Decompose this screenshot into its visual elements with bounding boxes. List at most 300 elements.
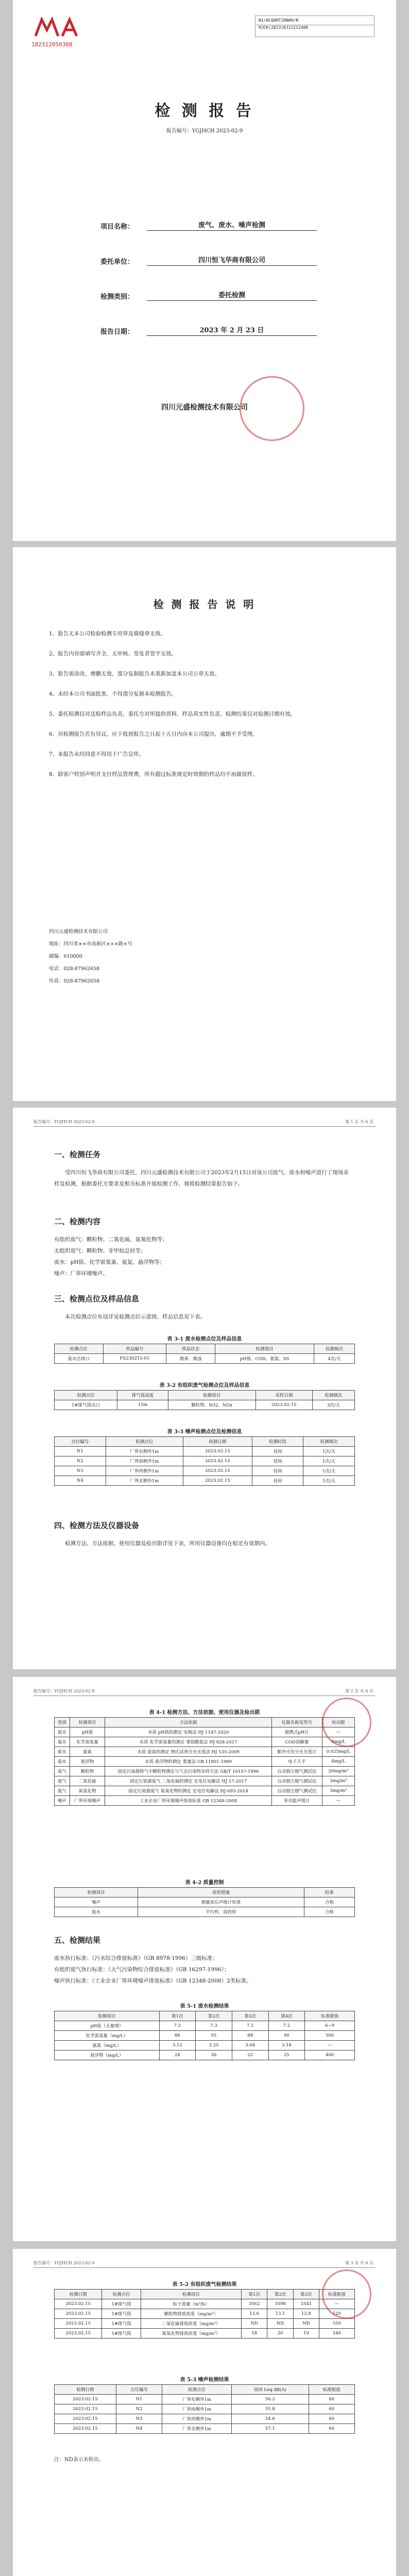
list-item: 废水执行标准：《污水综合排放标准》（GB 8978-1996）三级标准； — [54, 1955, 218, 1961]
column-header: 排气筒高度 — [117, 1391, 168, 1400]
cma-logo-icon — [31, 15, 88, 40]
table-row — [55, 2424, 355, 2434]
table-caption: 表 3-2 有组织废气检测点位及样品信息 — [159, 1383, 250, 1388]
table-cell: N3 — [116, 2414, 162, 2424]
table-row — [55, 2031, 355, 2041]
section-heading: 三、检测点位及样品信息 — [54, 1294, 140, 1303]
column-header: 质控措施 — [138, 1888, 304, 1897]
table-cell: 1次/天 — [303, 1447, 355, 1456]
table-cell: N4 — [116, 2424, 162, 2434]
table-cell: 废气 — [55, 1786, 70, 1796]
column-header: 第2次 — [196, 2011, 232, 2021]
table-cell: 颗粒物排放浓度（mg/m³） — [141, 2309, 241, 2319]
table-cell: 昼间 — [252, 1456, 303, 1466]
table-cell: N3 — [55, 1466, 106, 1476]
table-cell: — — [319, 2299, 355, 2309]
table-cell: 固定污染源废气 氮氧化物的测定 定电位电解法 HJ 693-2014 — [105, 1786, 272, 1796]
section-list — [54, 1953, 353, 1987]
table-cell: 55.8 — [232, 2404, 309, 2414]
noise-result-table — [54, 2384, 355, 2434]
column-header: 检测点位 — [102, 2290, 141, 2299]
column-header: 检测日期 — [183, 1437, 252, 1447]
table-cell: 氮氧化物 — [70, 1786, 105, 1796]
table-cell: 7.2 — [268, 2021, 305, 2031]
table-cell: 二氧化硫排放浓度（mg/m³） — [141, 2319, 241, 2329]
table-cell: 水质 化学需氧量的测定 重铬酸盐法 HJ 828-2017 — [105, 1737, 272, 1747]
table-cell: 悬浮物 — [70, 1757, 105, 1767]
table-cell: 1#排气筒 — [102, 2319, 141, 2329]
inspection-seal — [322, 1698, 371, 1747]
table-cell: 20mg/m³ — [322, 1767, 354, 1776]
table-row — [55, 1796, 355, 1806]
noise-point-table — [54, 1436, 355, 1486]
table-cell: 2023.02.15 — [183, 1456, 252, 1466]
table-cell: 平行样、质控样 — [138, 1907, 304, 1917]
table-row — [55, 1907, 355, 1917]
table-cell: 多功能声级计 — [271, 1796, 322, 1806]
column-header: 标准限值 — [319, 2290, 355, 2299]
table-cell: 氨氮（mg/L） — [55, 2041, 160, 2050]
column-header: 样品状态 — [166, 1344, 215, 1354]
contact-fax: 传真：028-87962658 — [49, 978, 100, 984]
contact-block — [49, 926, 132, 988]
table-cell: 1次/天 — [303, 1456, 355, 1466]
cover-field-row — [100, 196, 317, 231]
report-page-3 — [13, 2249, 396, 2576]
field-value: 委托检测 — [147, 290, 317, 301]
column-header: 第1次 — [242, 2290, 267, 2299]
table-cell: 12.6 — [242, 2309, 267, 2319]
table-caption: 表 4-1 检测方法、方法依据、使用仪器及检出限 — [149, 1710, 260, 1716]
table-cell: 1#排气筒出口 — [55, 1400, 117, 1410]
column-header: 检测项目 — [215, 1344, 314, 1354]
table-cell: 92 — [196, 2031, 232, 2041]
table-cell: 3.12 — [159, 2041, 196, 2050]
table-cell: 紫外可见分光光度计 — [271, 1747, 322, 1757]
table-cell: 2023.02.15 — [55, 2404, 116, 2414]
column-header: 检测频次 — [314, 1344, 355, 1354]
table-cell: — — [322, 1727, 354, 1737]
column-header: 仪器名称及型号 — [271, 1718, 322, 1727]
table-cell: 自动烟尘烟气测试仪 — [271, 1776, 322, 1786]
column-header: 检出限 — [322, 1718, 354, 1727]
method-table — [54, 1717, 355, 1806]
column-header: 结果 — [304, 1888, 354, 1897]
table-cell: N4 — [55, 1476, 106, 1486]
column-header: 类别 — [55, 1718, 70, 1727]
table-row — [55, 2309, 355, 2319]
page-header: 报告编号：YGJHCH 2023-02-9 — [33, 1120, 95, 1124]
table-cell: 固定污染源废气 二氧化硫的测定 定电位电解法 HJ 57-2017 — [105, 1776, 272, 1786]
table-cell: 240 — [319, 2329, 355, 2338]
report-page-1 — [13, 1108, 396, 1669]
table-cell: 3.18 — [268, 2041, 305, 2050]
notes-item: 2、报告内容需填写齐全，无审核、签发者签字无效。 — [49, 651, 177, 657]
table-footnote: 注：ND表示未检出。 — [54, 2457, 104, 2463]
table-caption: 表 4-2 质量控制 — [185, 1880, 224, 1886]
table-header-row — [55, 1344, 355, 1354]
table-cell: 昼间 — [252, 1447, 303, 1456]
field-label: 报告日期： — [100, 328, 134, 336]
table-cell: 56.2 — [232, 2395, 309, 2404]
table-cell: 便携式pH计 — [271, 1727, 322, 1737]
table-cell: COD消解器 — [271, 1737, 322, 1747]
column-header: 点位编号 — [55, 1437, 106, 1447]
table-cell: 2023.02.15 — [183, 1447, 252, 1456]
table-cell: ND — [242, 2319, 267, 2329]
table-cell: 1#排气筒 — [102, 2299, 141, 2309]
table-header-row — [55, 2290, 355, 2299]
table-cell: 噪声 — [55, 1796, 70, 1806]
table-cell: N1 — [55, 1447, 106, 1456]
column-header: 第4次 — [268, 2011, 305, 2021]
table-cell: 悬浮物（mg/L） — [55, 2050, 160, 2060]
serial-no: HJCK(2023)DJ12212400 — [255, 25, 374, 30]
column-header: 检测频次 — [312, 1391, 354, 1400]
column-header: 检测时段 — [252, 1437, 303, 1447]
table-cell: 0.025mg/L — [322, 1747, 354, 1757]
table-cell: — — [305, 2041, 355, 2050]
table-cell: 60 — [309, 2395, 354, 2404]
column-header: 检测项目 — [55, 1888, 138, 1897]
table-header-row — [55, 1437, 355, 1447]
list-item: 废水：pH值、化学需氧量、氨氮、悬浮物等； — [54, 1259, 165, 1265]
column-header: 标准限值 — [309, 2385, 354, 2395]
table-cell: 标干流量（m³/h） — [141, 2299, 241, 2309]
cma-logo — [31, 15, 88, 40]
table-cell: 3mg/m³ — [322, 1776, 354, 1786]
table-cell: 合格 — [304, 1897, 354, 1907]
wastewater-sample-table — [54, 1344, 355, 1364]
table-cell: 厂界北侧外1m — [106, 1476, 183, 1486]
table-cell: 自动烟尘烟气测试仪 — [271, 1767, 322, 1776]
column-header: 第1次 — [159, 2011, 196, 2021]
table-row — [55, 1456, 355, 1466]
table-cell: 2023.02.15 — [55, 2424, 116, 2434]
column-header: 检测点位 — [106, 1437, 183, 1447]
header-divider — [33, 2267, 376, 2268]
notes-page — [13, 547, 396, 1101]
table-cell: — — [322, 1796, 354, 1806]
table-cell: 19 — [293, 2329, 319, 2338]
table-cell: 固定污染源排气中颗粒物测定与气态污染物采样方法 GB/T 16157-1996 — [105, 1767, 272, 1776]
table-cell: 厂界环境噪声 — [70, 1796, 105, 1806]
table-cell: FS230215-01 — [103, 1354, 166, 1364]
table-cell: 厂界西侧外1m — [106, 1466, 183, 1476]
cover-field-row — [100, 301, 317, 336]
table-cell: 2023.02.15 — [55, 2395, 116, 2404]
table-cell: 3541 — [293, 2299, 319, 2309]
table-cell: 2023.02.15 — [255, 1400, 312, 1410]
table-row — [55, 1727, 355, 1737]
table-row — [55, 2021, 355, 2031]
table-cell: N2 — [116, 2404, 162, 2414]
table-cell: N2 — [55, 1456, 106, 1466]
table-row — [55, 1466, 355, 1476]
table-cell: 废水 — [55, 1727, 70, 1737]
table-cell: 60 — [309, 2424, 354, 2434]
table-cell: 2023.02.15 — [183, 1476, 252, 1486]
table-row — [55, 1776, 355, 1786]
table-cell: 厂界西侧外1m — [162, 2414, 232, 2424]
table-cell: 500 — [305, 2031, 355, 2041]
notes-item: 7、本报告未经同意不得用于广告宣传。 — [49, 751, 145, 757]
table-header-row — [55, 1888, 355, 1897]
cover-fields — [100, 196, 317, 336]
table-cell: 7.2 — [159, 2021, 196, 2031]
contact-address: 地址：四川省××市高新区×××路×号 — [49, 941, 132, 947]
table-cell: 120 — [319, 2309, 355, 2319]
column-header: 检测点位 — [55, 1344, 104, 1354]
table-cell: 2023.02.15 — [55, 2309, 102, 2319]
column-header: 检测频次 — [303, 1437, 355, 1447]
column-header: 第3次 — [232, 2011, 268, 2021]
table-cell: N1 — [116, 2395, 162, 2404]
table-cell: 废气 — [55, 1776, 70, 1786]
table-cell: 水质 悬浮物的测定 重量法 GB 11901-1989 — [105, 1757, 272, 1767]
table-cell: 18 — [242, 2329, 267, 2338]
table-cell: 2023.02.15 — [55, 2299, 102, 2309]
section-list — [54, 1234, 353, 1279]
table-cell: 86 — [159, 2031, 196, 2041]
table-cell: 颗粒物 — [70, 1767, 105, 1776]
field-label: 委托单位： — [100, 258, 134, 266]
table-cell: 3次/天 — [312, 1400, 354, 1410]
section-text: 检测方法、方法依据、使用仪器及检出限详见下表，所用仪器设备均在检定有效期内。 — [65, 1540, 270, 1547]
table-cell: 水质 氨氮的测定 纳氏试剂分光光度法 HJ 535-2009 — [105, 1747, 272, 1757]
table-row — [55, 2050, 355, 2060]
table-cell: 废气 — [55, 1767, 70, 1776]
notes-item: 8、除客户特别声明并支付样品管理费，所有超过标准规定时效期的样品均不再做留样。 — [49, 771, 258, 777]
table-row — [55, 1447, 355, 1456]
table-row — [55, 1757, 355, 1767]
table-cell: 60 — [309, 2404, 354, 2414]
page-number: 第 1 页 共 6 页 — [345, 1120, 373, 1124]
report-number: 报告编号：YGJHCH 2023-02-9 — [166, 128, 243, 134]
table-cell: 2023.02.15 — [55, 2414, 116, 2424]
table-cell: 3562 — [242, 2299, 267, 2309]
list-item: 无组织废气：颗粒物、非甲烷总烃等； — [54, 1248, 146, 1254]
table-cell: pH值、COD、氨氮、SS — [215, 1354, 314, 1364]
column-header: 第2次 — [267, 2290, 293, 2299]
table-cell: 1#排气筒 — [102, 2329, 141, 2338]
column-header: 点位编号 — [116, 2385, 162, 2395]
exhaust-sample-table — [54, 1390, 355, 1410]
column-header: 样品编号 — [103, 1344, 166, 1354]
table-cell: 废水总排口 — [55, 1354, 104, 1364]
table-caption: 表 3-3 噪声检测点位及检测信息 — [167, 1429, 242, 1435]
table-header-row — [55, 2011, 355, 2021]
table-cell: 26 — [196, 2050, 232, 2060]
column-header: 标准限值 — [305, 2011, 355, 2021]
table-cell: pH值（无量纲） — [55, 2021, 160, 2031]
table-cell: 1次/天 — [303, 1466, 355, 1476]
notes-item: 1、报告无本公司检验检测专用章及骑缝章无效。 — [49, 631, 166, 637]
inspection-seal — [322, 2269, 371, 2319]
notes-item: 4、未经本公司书面批准，不得部分复制本检测报告。 — [49, 691, 177, 697]
table-cell: 20 — [267, 2329, 293, 2338]
table-cell: 化学需氧量（mg/L） — [55, 2031, 160, 2041]
contact-phone: 电话：028-87962658 — [49, 966, 100, 972]
page-header: 报告编号：YGJHCH 2023-02-9 — [33, 1689, 95, 1693]
main-title: 检 测 报 告 — [155, 102, 254, 120]
table-cell: 化学需氧量 — [70, 1737, 105, 1747]
table-cell: 废水 — [55, 1907, 138, 1917]
table-row — [55, 1354, 355, 1364]
table-cell: 90 — [268, 2031, 305, 2041]
table-caption: 表 5-2 有组织废气检测结果 — [172, 2282, 237, 2287]
table-cell: 3598 — [267, 2299, 293, 2309]
field-value: 废气、废水、噪声检测 — [147, 219, 317, 231]
table-cell: 57.1 — [232, 2424, 309, 2434]
table-cell: 400 — [305, 2050, 355, 2060]
cover-field-row — [100, 231, 317, 266]
column-header: 检测项目 — [70, 1718, 105, 1727]
list-item: 有组织废气执行标准：《大气污染物综合排放标准》（GB 16297-1996）； — [54, 1967, 230, 1973]
table-row — [55, 1737, 355, 1747]
table-cell: 4mg/L — [322, 1757, 354, 1767]
table-cell: 1次/天 — [303, 1476, 355, 1486]
notes-item: 5、委托检测仅对送检样品负责，委托方对所提供资料、样品真实性负责，检测结果仅对检测日期有效。 — [49, 711, 296, 717]
table-row — [55, 2395, 355, 2404]
table-row — [55, 1897, 355, 1907]
list-item: 噪声执行标准：《工业企业厂界环境噪声排放标准》（GB 12348-2008）2类标准。 — [54, 1978, 252, 1984]
table-cell: 自动烟尘烟气测试仪 — [271, 1786, 322, 1796]
table-cell: 厂界东侧外1m — [106, 1447, 183, 1456]
field-label: 检测类别： — [100, 293, 134, 301]
column-header: 方法依据 — [105, 1718, 272, 1727]
table-cell: 550 — [319, 2319, 355, 2329]
table-cell: 昼间 — [252, 1466, 303, 1476]
table-cell: 2023.02.15 — [55, 2329, 102, 2338]
table-caption: 表 3-1 废水检测点位及样品信息 — [167, 1336, 242, 1342]
notes-item: 6、对检测报告若有异议，应于收到报告之日起十五日内向本公司提出，逾期不予受理。 — [49, 731, 258, 737]
column-header: 检测点位 — [162, 2385, 232, 2395]
table-cell: 7.3 — [196, 2021, 232, 2031]
notes-title: 检 测 报 告 说 明 — [153, 598, 256, 611]
table-cell: 厂界东侧外1m — [162, 2395, 232, 2404]
table-cell: 废水 — [55, 1747, 70, 1757]
table-cell: 13.1 — [267, 2309, 293, 2319]
list-item: 噪声：厂界环境噪声。 — [54, 1270, 108, 1277]
table-cell: 厂界北侧外1m — [162, 2424, 232, 2434]
table-cell: 25 — [268, 2050, 305, 2060]
table-cell: ND — [293, 2319, 319, 2329]
section-heading: 四、检测方法及仪器设备 — [54, 1521, 140, 1530]
table-cell: 废水 — [55, 1757, 70, 1767]
table-row — [55, 1476, 355, 1486]
table-cell: 88 — [232, 2031, 268, 2041]
table-cell: 4mg/L — [322, 1737, 354, 1747]
barcode — [255, 15, 374, 37]
table-cell: 二氧化硫 — [70, 1776, 105, 1786]
column-header: 检测日期 — [55, 2385, 116, 2395]
barcode-text: N1/0CQ0HT20N0H/N — [259, 18, 299, 23]
section-heading: 二、检测内容 — [54, 1217, 101, 1226]
table-row — [55, 2404, 355, 2414]
section-text: 本次检测点位布设详见检测点位示意图，样品信息见下表。 — [65, 1314, 206, 1320]
table-header-row — [55, 2385, 355, 2395]
table-cell: 水质 pH值的测定 电极法 HJ 1147-2020 — [105, 1727, 272, 1737]
table-row — [55, 2329, 355, 2338]
table-cell: 12.8 — [293, 2309, 319, 2319]
cover-field-row — [100, 266, 317, 301]
table-row — [55, 2319, 355, 2329]
table-row — [55, 1786, 355, 1796]
table-cell: 微黄、微浊 — [166, 1354, 215, 1364]
table-cell: 2023.02.15 — [55, 2319, 102, 2329]
column-header: 检测项目 — [168, 1391, 255, 1400]
section-text: 受四川恒飞华商有限公司委托，四川元盛检测技术有限公司于2023年2月15日对该公司废气、废水和噪声进行了现场采样及检测，根据委托方要求及相关标准开展检测工作，现将检测结果报告如下。 — [54, 1170, 349, 1187]
field-value: 2023 年 2 月 23 日 — [147, 325, 317, 336]
table-cell: 3.25 — [196, 2041, 232, 2050]
company-name: 四川元盛检测技术有限公司 — [161, 403, 248, 412]
column-header: 检测日期 — [55, 2290, 102, 2299]
table-row — [55, 2041, 355, 2050]
field-value: 四川恒飞华商有限公司 — [147, 255, 317, 266]
table-cell: 合格 — [304, 1907, 354, 1917]
table-cell: 噪声 — [55, 1897, 138, 1907]
section-heading: 五、检测结果 — [54, 1936, 101, 1945]
table-cell: ND — [267, 2319, 293, 2329]
table-cell: 昼间 — [252, 1476, 303, 1486]
table-cell: 3mg/m³ — [322, 1786, 354, 1796]
table-header-row — [55, 1718, 355, 1727]
table-cell: 工业企业厂界环境噪声排放标准 GB 12348-2008 — [105, 1796, 272, 1806]
table-cell: 测量前后声级计校准 — [138, 1897, 304, 1907]
table-cell: 22 — [232, 2050, 268, 2060]
table-cell: 24 — [159, 2050, 196, 2060]
table-cell: 氨氮 — [70, 1747, 105, 1757]
table-cell: 厂界南侧外1m — [162, 2404, 232, 2414]
table-caption: 表 5-3 噪声检测结果 — [180, 2377, 229, 2383]
page-number: 第 2 页 共 6 页 — [345, 1689, 373, 1693]
column-header: 第3次 — [293, 2290, 319, 2299]
table-cell: 2023.02.15 — [183, 1466, 252, 1476]
section-heading: 一、检测任务 — [54, 1150, 101, 1159]
table-cell: pH值 — [70, 1727, 105, 1737]
page-number: 第 3 页 共 6 页 — [345, 2261, 373, 2265]
table-cell: 1#排气筒 — [102, 2309, 141, 2319]
table-cell: 4次/天 — [314, 1354, 355, 1364]
qc-table — [54, 1887, 355, 1917]
header-divider — [33, 1126, 376, 1127]
cover-page — [13, 0, 396, 541]
list-item: 有组织废气：颗粒物、二氧化硫、氮氧化物等； — [54, 1236, 168, 1243]
notes-list — [49, 630, 358, 790]
table-cell: 厂界南侧外1m — [106, 1456, 183, 1466]
table-cell: 3.08 — [232, 2041, 268, 2050]
column-header: 检测点位 — [55, 1391, 117, 1400]
column-header: 检测项目 — [141, 2290, 241, 2299]
table-cell: 15m — [117, 1400, 168, 1410]
table-cell: 废水 — [55, 1737, 70, 1747]
field-label: 项目名称： — [100, 223, 134, 231]
table-cell: 7.1 — [232, 2021, 268, 2031]
column-header: 昼间 Leq dB(A) — [232, 2385, 309, 2395]
table-header-row — [55, 1391, 355, 1400]
table-row — [55, 1747, 355, 1757]
contact-postcode: 邮编：610000 — [49, 954, 82, 959]
table-cell: 颗粒物、SO2、NOx — [168, 1400, 255, 1410]
exhaust-result-table — [54, 2289, 355, 2338]
table-cell: 54.6 — [232, 2414, 309, 2424]
notes-item: 3、报告需涂改、增删无效，部分复制报告未重新加盖本公司公章无效。 — [49, 671, 220, 677]
table-row — [55, 1400, 355, 1410]
column-header: 采样日期 — [255, 1391, 312, 1400]
cma-number: 182312050308 — [31, 41, 73, 48]
report-page-2 — [13, 1677, 396, 2241]
